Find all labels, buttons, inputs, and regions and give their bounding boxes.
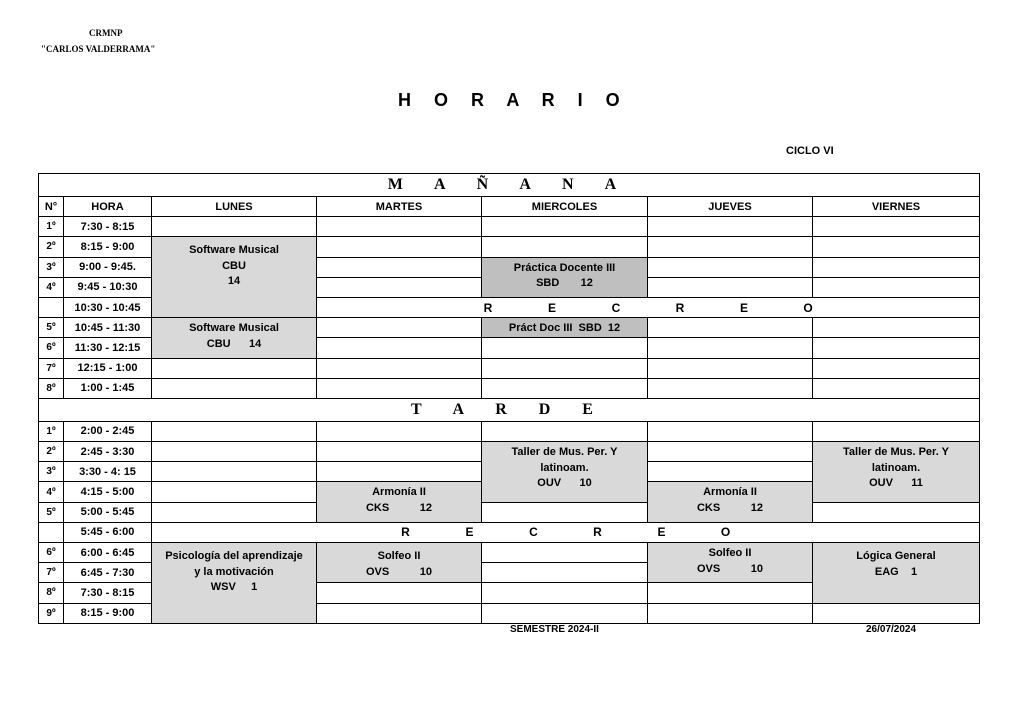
period-number: 7º [39,358,64,378]
schedule-row [39,421,980,441]
schedule-table [38,173,980,624]
period-number: 7º [39,563,64,583]
empty-slot [317,237,482,257]
class-block [482,257,648,297]
class-line: y la motivación [194,565,274,578]
schedule-row [39,237,980,257]
class-line: 14 [227,275,241,288]
recreo-letter: R [401,525,410,540]
empty-slot [482,583,648,603]
class-line: Armonía II [703,486,757,499]
period-time: 4:15 - 5:00 [64,482,152,502]
period-number [39,297,64,317]
recreo-letter: C [529,525,538,540]
period-number: 4º [39,482,64,502]
class-line: Práct Doc III SBD 12 [508,321,621,334]
empty-slot [648,583,813,603]
empty-slot [648,378,813,398]
class-block [317,482,482,522]
period-time: 9:45 - 10:30 [64,277,152,297]
empty-slot [648,358,813,378]
recreo-letter: E [739,300,748,315]
col-header-viernes: VIERNES [813,197,980,217]
period-time: 7:30 - 8:15 [64,217,152,237]
empty-slot [813,358,980,378]
empty-slot [813,421,980,441]
class-line: CBU 14 [206,337,262,350]
class-block [813,543,980,604]
period-time: 1:00 - 1:45 [64,378,152,398]
class-line: Psicología del aprendizaje [165,550,303,562]
empty-slot [152,217,317,237]
class-line: latinoam. [871,461,921,474]
class-line: Software Musical [189,322,279,335]
empty-slot [152,462,317,482]
empty-slot [152,442,317,462]
class-line: SBD 12 [536,277,593,290]
empty-slot [152,358,317,378]
period-time: 6:45 - 7:30 [64,563,152,583]
empty-slot [813,217,980,237]
morning-section-label: M A Ñ A N A [39,174,980,197]
period-time: 12:15 - 1:00 [64,358,152,378]
empty-slot [317,462,482,482]
column-header-row [39,197,980,217]
empty-slot [482,378,648,398]
empty-slot [813,237,980,257]
class-block [152,237,317,318]
col-header-lunes: LUNES [152,197,317,217]
class-line: WSV 1 [210,581,258,593]
empty-slot [813,257,980,277]
recreo-letter: O [720,525,731,540]
empty-slot [317,338,482,358]
cycle-label: CICLO VI [786,145,834,157]
schedule-row [39,442,980,462]
empty-slot [317,378,482,398]
period-time: 9:00 - 9:45. [64,257,152,277]
recreo-letter: R [483,300,493,315]
recreo-letter: E [547,300,556,315]
schedule-row [39,318,980,338]
empty-slot [813,277,980,297]
period-number: 8º [39,583,64,603]
empty-slot [648,318,813,338]
class-line: Solfeo II [708,547,752,559]
recreo-letter: E [465,525,474,540]
period-number: 1º [39,421,64,441]
page-title: H O R A R I O [398,90,629,110]
recreo-letter: E [657,525,666,540]
empty-slot [648,421,813,441]
recreo-letter: C [611,300,621,315]
afternoon-header-row [39,398,980,421]
class-line: CKS 12 [365,501,433,514]
class-block [648,543,813,583]
empty-slot [482,217,648,237]
empty-slot [152,482,317,502]
class-line: CKS 12 [696,501,764,514]
empty-slot [813,318,980,338]
period-number: 8º [39,378,64,398]
class-line: Práctica Docente III [513,261,616,274]
col-header-jueves: JUEVES [648,197,813,217]
class-block [482,442,648,503]
col-header-martes: MARTES [317,197,482,217]
empty-slot [648,603,813,623]
institution-name: "CARLOS VALDERRAMA" [41,44,156,54]
period-number: 5º [39,502,64,522]
class-line: OUV 10 [537,477,592,490]
institution-short: CRMNP [89,28,123,38]
schedule-row [39,358,980,378]
period-time: 11:30 - 12:15 [64,338,152,358]
class-line: Taller de Mus. Per. Y [511,446,618,459]
period-time: 7:30 - 8:15 [64,583,152,603]
class-line: Software Musical [189,244,279,257]
empty-slot [482,421,648,441]
col-header-miercoles: MIERCOLES [482,197,648,217]
class-line: CBU [222,259,246,272]
empty-slot [813,338,980,358]
recreo-letter: R [675,300,685,315]
period-number: 1º [39,217,64,237]
empty-slot [152,502,317,522]
col-header-hora: HORA [64,197,152,217]
period-number: 3º [39,257,64,277]
empty-slot [482,543,648,563]
recreo-row [39,522,980,542]
class-line: OUV 11 [869,477,923,490]
period-time: 8:15 - 9:00 [64,237,152,257]
empty-slot [317,583,482,603]
schedule-row [39,502,980,522]
period-time: 10:45 - 11:30 [64,318,152,338]
period-number: 6º [39,543,64,563]
empty-slot [648,442,813,462]
class-block [152,318,317,358]
empty-slot [482,563,648,583]
period-time: 10:30 - 10:45 [64,297,152,317]
empty-slot [317,217,482,237]
period-number: 9º [39,603,64,623]
class-line: Taller de Mus. Per. Y [843,446,949,459]
empty-slot [317,318,482,338]
period-number: 3º [39,462,64,482]
class-line: latinoam. [540,461,589,474]
class-block [813,442,980,503]
empty-slot [648,257,813,277]
empty-slot [813,603,980,623]
period-number [39,522,64,542]
empty-slot [317,257,482,277]
empty-slot [317,421,482,441]
period-number: 6º [39,338,64,358]
class-line: OVS 10 [696,562,764,575]
class-block [152,543,317,624]
period-time: 6:00 - 6:45 [64,543,152,563]
empty-slot [648,237,813,257]
recreo-letter: O [803,300,813,315]
class-block [482,318,648,338]
period-number: 2º [39,237,64,257]
empty-slot [152,421,317,441]
empty-slot [648,217,813,237]
morning-header-row [39,174,980,197]
class-line: Lógica General [856,550,936,562]
empty-slot [482,358,648,378]
recreo-label [152,522,980,542]
empty-slot [152,378,317,398]
class-line: Armonía II [372,486,426,499]
empty-slot [813,502,980,522]
empty-slot [648,462,813,482]
empty-slot [317,603,482,623]
empty-slot [813,378,980,398]
period-number: 4º [39,277,64,297]
schedule-row [39,543,980,563]
empty-slot [482,603,648,623]
empty-slot [482,237,648,257]
schedule-row [39,378,980,398]
empty-slot [648,277,813,297]
class-block [317,543,482,583]
empty-slot [317,442,482,462]
schedule-row [39,217,980,237]
class-line: EAG 1 [874,565,918,578]
class-block [648,482,813,522]
empty-slot [482,338,648,358]
recreo-label [317,297,980,317]
empty-slot [317,358,482,378]
class-line: OVS 10 [365,565,433,578]
empty-slot [482,502,648,522]
date-label: 26/07/2024 [866,624,917,635]
empty-slot [648,338,813,358]
col-header-num: N° [39,197,64,217]
period-number: 5º [39,318,64,338]
period-time: 2:00 - 2:45 [64,421,152,441]
afternoon-section-label: T A R D E [39,398,980,421]
recreo-letter: R [593,525,602,540]
period-time: 5:00 - 5:45 [64,502,152,522]
semester-label: SEMESTRE 2024-II [510,624,599,635]
period-time: 8:15 - 9:00 [64,603,152,623]
class-line: Solfeo II [377,550,421,562]
period-number: 2º [39,442,64,462]
empty-slot [317,277,482,297]
period-time: 3:30 - 4: 15 [64,462,152,482]
period-time: 2:45 - 3:30 [64,442,152,462]
period-time: 5:45 - 6:00 [64,522,152,542]
